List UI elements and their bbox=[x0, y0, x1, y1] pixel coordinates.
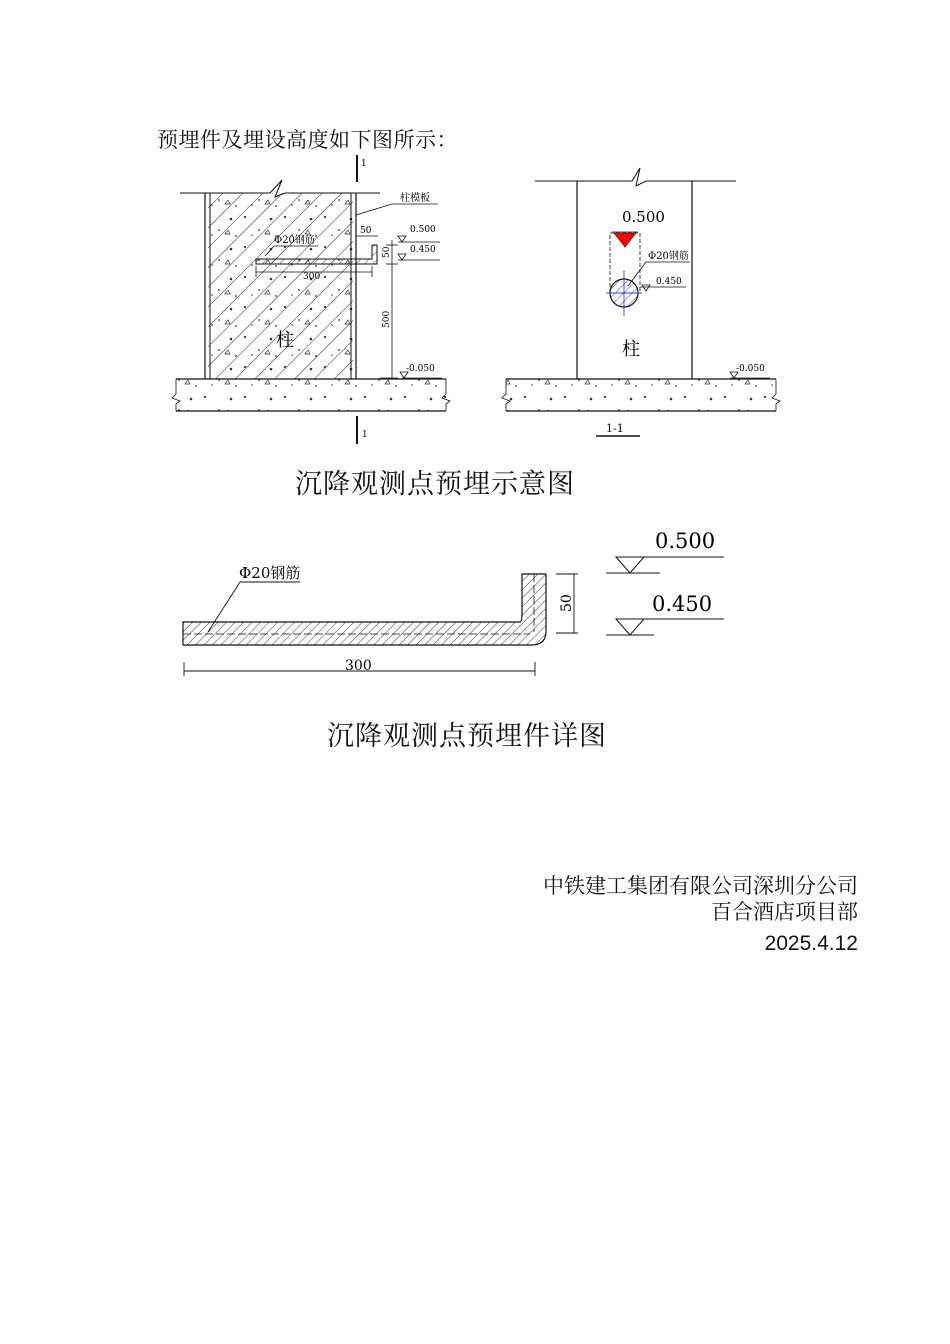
section-mark-bottom: 1 bbox=[362, 430, 368, 440]
dim-500: 500 bbox=[382, 310, 392, 328]
intro-text: 预埋件及埋设高度如下图所示： bbox=[157, 128, 458, 152]
elev-top: 0.500 bbox=[410, 225, 436, 235]
elevation-marker bbox=[614, 233, 636, 247]
section-mark-top: 1 bbox=[361, 159, 367, 169]
figure1-caption: 沉降观测点预埋示意图 bbox=[295, 469, 575, 500]
section-title: 1-1 bbox=[606, 422, 624, 435]
detail-dim-50: 50 bbox=[559, 594, 575, 612]
section-elev-top: 0.500 bbox=[622, 208, 665, 226]
elev-mid: 0.450 bbox=[410, 245, 436, 255]
figure2-detail bbox=[183, 529, 724, 676]
dim-50-top: 50 bbox=[360, 226, 372, 236]
dim-300: 300 bbox=[303, 272, 321, 282]
company-name: 中铁建工集团有限公司深圳分公司 bbox=[543, 874, 858, 898]
section-elev-ground: -0.050 bbox=[736, 364, 765, 374]
figure1-elevation bbox=[172, 155, 450, 444]
formwork-label: 柱模板 bbox=[400, 193, 430, 204]
elev-ground: -0.050 bbox=[406, 364, 435, 374]
detail-elev-mid: 0.450 bbox=[652, 592, 713, 616]
detail-rebar-label: Φ20钢筋 bbox=[239, 564, 301, 582]
section-rebar-label: Φ20钢筋 bbox=[648, 251, 689, 262]
document-date: 2025.4.12 bbox=[764, 932, 858, 955]
figure2-caption: 沉降观测点预埋件详图 bbox=[327, 721, 607, 752]
column-label: 柱 bbox=[276, 330, 294, 351]
detail-dim-300: 300 bbox=[345, 658, 372, 674]
dim-50-side: 50 bbox=[382, 246, 392, 258]
detail-elev-top: 0.500 bbox=[655, 529, 716, 553]
project-department: 百合酒店项目部 bbox=[711, 900, 858, 924]
rebar-label: Φ20钢筋 bbox=[274, 235, 315, 246]
figure1-section-1-1 bbox=[502, 168, 780, 436]
section-elev-mid: 0.450 bbox=[656, 277, 682, 287]
section-column-label: 柱 bbox=[622, 339, 640, 360]
